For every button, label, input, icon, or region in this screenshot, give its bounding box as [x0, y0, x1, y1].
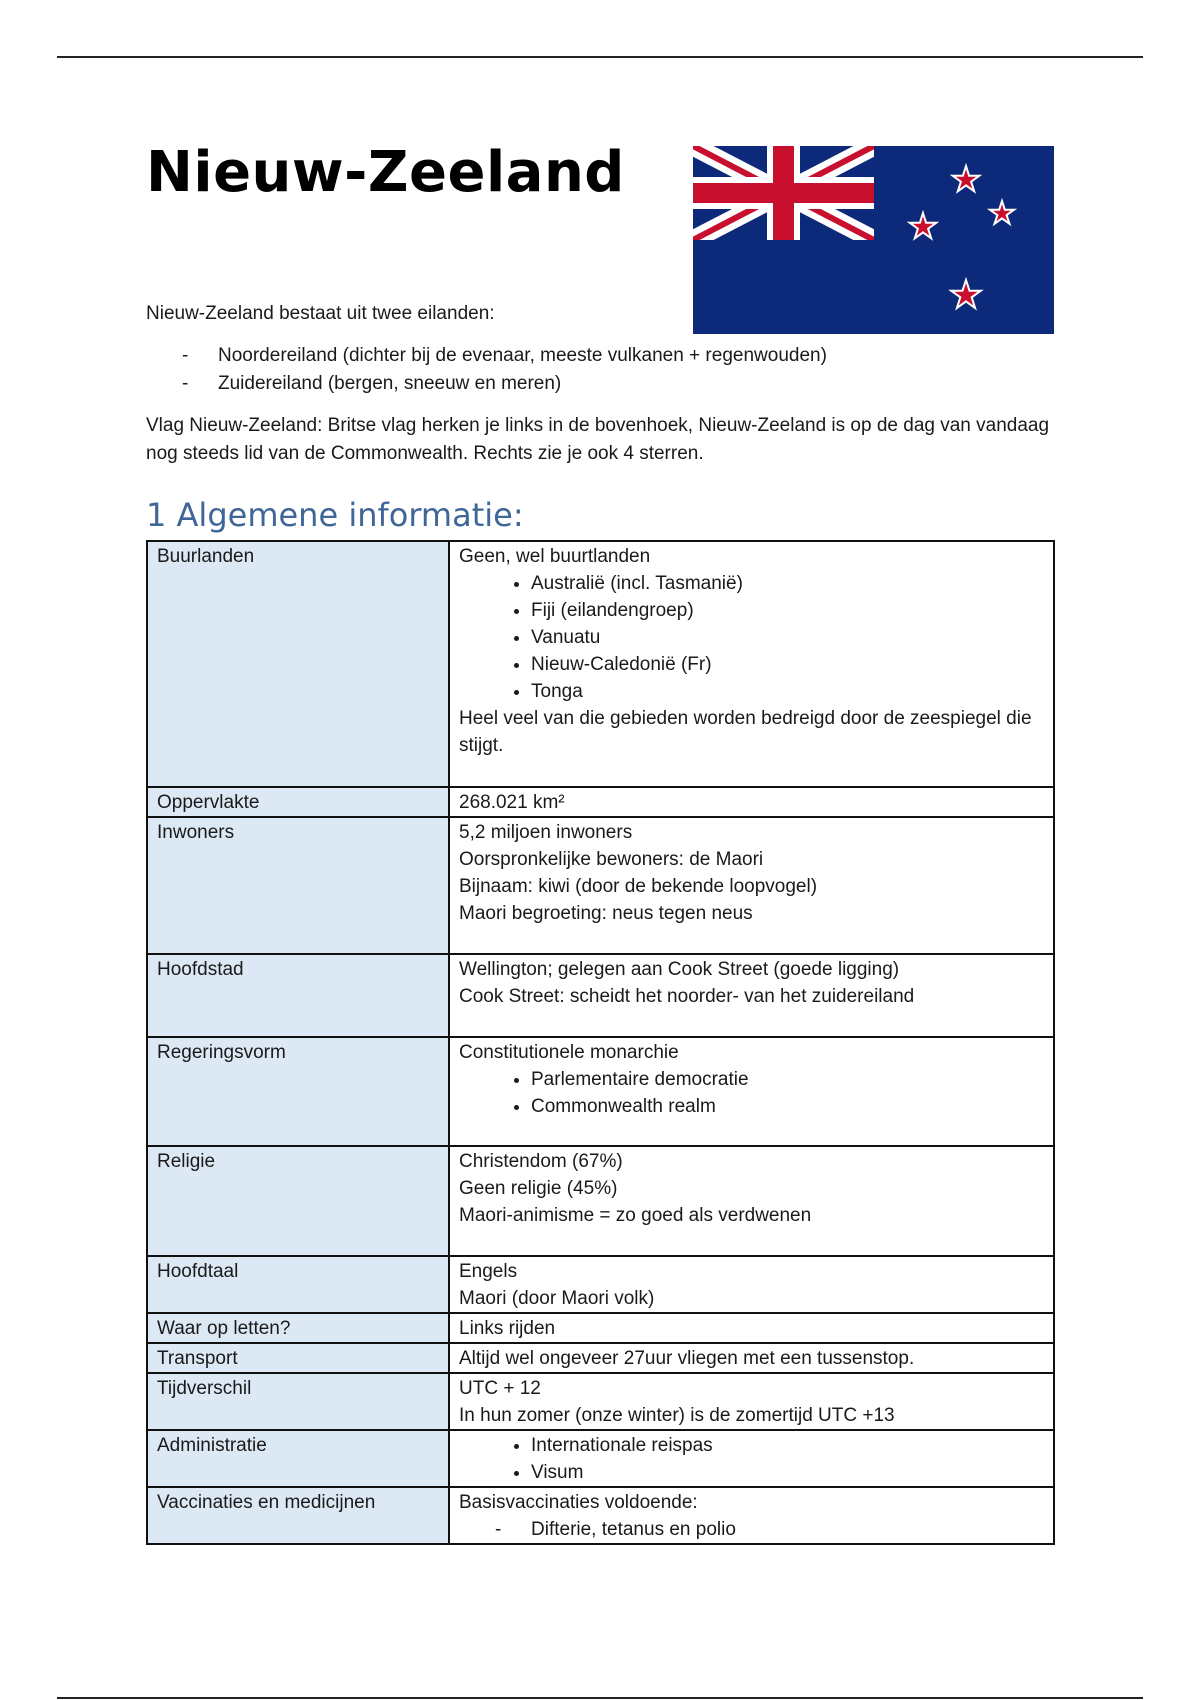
value-line: Cook Street: scheidt het noorder- van het zuidereiland: [459, 986, 915, 1007]
row-label: Hoofdtaal: [147, 1256, 449, 1313]
row-label: Religie: [147, 1146, 449, 1256]
page-title: Nieuw-Zeeland: [146, 140, 625, 205]
list-item: • Commonwealth realm: [531, 1093, 1044, 1120]
table-row: [147, 1373, 1054, 1430]
list-item: - Zuidereiland (bergen, sneeuw en meren): [146, 370, 1056, 398]
row-label: Inwoners: [147, 817, 449, 954]
row-label: Vaccinaties en medicijnen: [147, 1487, 449, 1544]
row-value: [449, 1146, 1054, 1256]
row-value: Links rijden: [449, 1313, 1054, 1343]
row-value: [449, 1487, 1054, 1544]
vaccine-list: [459, 1516, 1044, 1543]
flag-description: Vlag Nieuw-Zeeland: Britse vlag herken je links in de bovenhoek, Nieuw-Zeeland is op de dag van vandaag nog steeds lid van de Commonwealth. Rechts zie je ook 4 sterren.: [146, 415, 1050, 464]
table-row: [147, 817, 1054, 954]
row-value: Altijd wel ongeveer 27uur vliegen met een tussenstop.: [449, 1343, 1054, 1373]
row-label: Regeringsvorm: [147, 1037, 449, 1146]
bottom-rule: [57, 1697, 1143, 1699]
row-label: Hoofdstad: [147, 954, 449, 1037]
row-value: [449, 817, 1054, 954]
island-list: [146, 342, 1056, 398]
row-value: [449, 954, 1054, 1037]
row-value: [449, 1373, 1054, 1430]
union-jack: [693, 146, 874, 240]
list-item: • Tonga: [531, 678, 1044, 705]
intro-lead: Nieuw-Zeeland bestaat uit twee eilanden:: [146, 303, 495, 324]
row-value: [449, 541, 1054, 787]
table-row: [147, 1037, 1054, 1146]
list-item: - Noordereiland (dichter bij de evenaar, meeste vulkanen + regenwouden): [146, 342, 1056, 370]
table-row: [147, 1430, 1054, 1487]
row-label: Oppervlakte: [147, 787, 449, 817]
document-list: [459, 1432, 1044, 1486]
table-row: [147, 541, 1054, 787]
value-line: Wellington; gelegen aan Cook Street (goede ligging): [459, 959, 900, 980]
list-item: • Nieuw-Caledonië (Fr): [531, 651, 1044, 678]
value-line: Maori-animisme = zo goed als verdwenen: [459, 1205, 812, 1226]
table-row: [147, 954, 1054, 1037]
value-line: Heel veel van die gebieden worden bedreigd door de zeespiegel die stijgt.: [459, 708, 1032, 756]
info-table: [146, 540, 1055, 1545]
top-rule: [57, 56, 1143, 58]
value-line: 5,2 miljoen inwoners: [459, 822, 633, 843]
list-item: • Fiji (eilandengroep): [531, 597, 1044, 624]
table-row: [147, 1313, 1054, 1343]
table-row: [147, 787, 1054, 817]
row-label: Buurlanden: [147, 541, 449, 787]
row-value: 268.021 km²: [449, 787, 1054, 817]
value-line: Geen, wel buurtlanden: [459, 546, 651, 567]
value-line: Engels: [459, 1261, 518, 1282]
value-line: Basisvaccinaties voldoende:: [459, 1492, 698, 1513]
value-line: In hun zomer (onze winter) is de zomertijd UTC +13: [459, 1405, 895, 1426]
section-heading: 1 Algemene informatie:: [146, 496, 524, 534]
row-value: [449, 1430, 1054, 1487]
value-line: Oorspronkelijke bewoners: de Maori: [459, 849, 764, 870]
list-item: • Vanuatu: [531, 624, 1044, 651]
list-item: • Australië (incl. Tasmanië): [531, 570, 1044, 597]
value-line: Constitutionele monarchie: [459, 1042, 679, 1063]
value-line: Maori (door Maori volk): [459, 1288, 655, 1309]
table-row: [147, 1343, 1054, 1373]
neighbour-list: [459, 570, 1044, 705]
table-row: [147, 1487, 1054, 1544]
list-item: • Visum: [531, 1459, 1044, 1486]
value-line: Geen religie (45%): [459, 1178, 618, 1199]
value-line: Maori begroeting: neus tegen neus: [459, 903, 753, 924]
value-line: UTC + 12: [459, 1378, 541, 1399]
row-label: Tijdverschil: [147, 1373, 449, 1430]
table-row: [147, 1256, 1054, 1313]
list-item: • Parlementaire democratie: [531, 1066, 1044, 1093]
value-line: Christendom (67%): [459, 1151, 623, 1172]
row-label: Transport: [147, 1343, 449, 1373]
list-item: - Difterie, tetanus en polio: [459, 1516, 1044, 1543]
value-line: Bijnaam: kiwi (door de bekende loopvogel): [459, 876, 818, 897]
row-label: Administratie: [147, 1430, 449, 1487]
list-item: • Internationale reispas: [531, 1432, 1044, 1459]
row-label: Waar op letten?: [147, 1313, 449, 1343]
government-list: [459, 1066, 1044, 1120]
table-row: [147, 1146, 1054, 1256]
row-value: [449, 1037, 1054, 1146]
row-value: [449, 1256, 1054, 1313]
intro: [146, 300, 1056, 468]
